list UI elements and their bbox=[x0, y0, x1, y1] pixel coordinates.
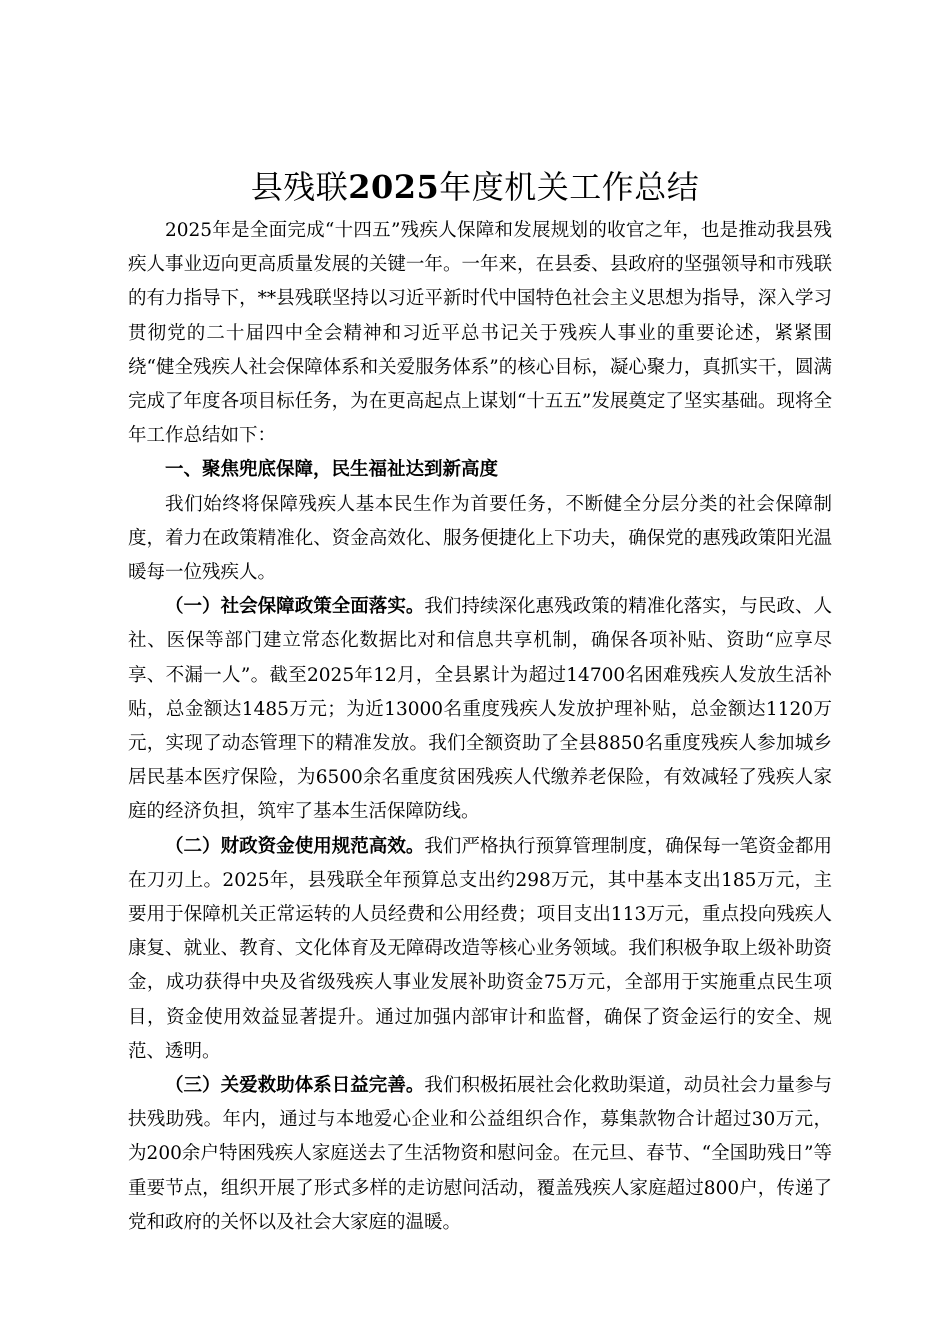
section-1-paragraph: 我们始终将保障残疾人基本民生作为首要任务，不断健全分层分类的社会保障制度，着力在政策精准化、资金高效化、服务便捷化上下功夫，确保党的惠残政策阳光温暖每一位残疾人。 bbox=[128, 493, 832, 584]
document-title bbox=[0, 163, 950, 211]
title-suffix: 年度机关工作总结 bbox=[439, 168, 700, 206]
item-1-paragraph bbox=[128, 590, 832, 829]
item-1-lead: （一）社会保障政策全面落实。 bbox=[165, 596, 425, 618]
item-3-paragraph bbox=[128, 1069, 832, 1240]
item-2-text: 我们严格执行预算管理制度，确保每一笔资金都用在刀刃上。2025年，县残联全年预算总支出约298万元，其中基本支出185万元，主要用于保障机关正常运转的人员经费和公用经费；项目支出113万元，重点投向残疾人康复、就业、教育、文化体育及无障碍改造等核心业务领域。我们积极争取上级补助资金，成功获得中央及省级残疾人事业发展补助资金75万元，全部用于实施重点民生项目，资金使用效益显著提升。通过加强内部审计和监督，确保了资金运行的安全、规范、透明。 bbox=[128, 835, 832, 1062]
title-prefix: 县残联 bbox=[250, 168, 349, 206]
intro-paragraph: 2025年是全面完成“十四五”残疾人保障和发展规划的收官之年，也是推动我县残疾人事业迈向更高质量发展的关键一年。一年来，在县委、县政府的坚强领导和市残联的有力指导下，**县残联坚持以习近平新时代中国特色社会主义思想为指导，深入学习贯彻党的二十届四中全会精神和习近平总书记关于残疾人事业的重要论述，紧紧围绕“健全残疾人社会保障体系和关爱服务体系”的核心目标，凝心聚力，真抓实干，圆满完成了年度各项目标任务，为在更高起点上谋划“十五五”发展奠定了坚实基础。现将全年工作总结如下： bbox=[128, 220, 832, 447]
item-2-paragraph bbox=[128, 830, 832, 1069]
title-year: 2025 bbox=[348, 168, 440, 206]
item-3-text: 我们积极拓展社会化救助渠道，动员社会力量参与扶残助残。年内，通过与本地爱心企业和公益组织合作，募集款物合计超过30万元，为200余户特困残疾人家庭送去了生活物资和慰问金。在元旦、春节、“全国助残日”等重要节点，组织开展了形式多样的走访慰问活动，覆盖残疾人家庭超过800户，传递了党和政府的关怀以及社会大家庭的温暖。 bbox=[128, 1075, 832, 1233]
item-3-lead: （三）关爱救助体系日益完善。 bbox=[165, 1075, 425, 1097]
item-2-lead: （二）财政资金使用规范高效。 bbox=[165, 835, 425, 857]
document-body bbox=[128, 214, 832, 1240]
item-1-text: 我们持续深化惠残政策的精准化落实，与民政、人社、医保等部门建立常态化数据比对和信息共享机制，确保各项补贴、资助“应享尽享、不漏一人”。截至2025年12月，全县累计为超过14700名困难残疾人发放生活补贴，总金额达1485万元；为近13000名重度残疾人发放护理补贴，总金额达1120万元，实现了动态管理下的精准发放。我们全额资助了全县8850名重度残疾人参加城乡居民基本医疗保险，为6500余名重度贫困残疾人代缴养老保险，有效减轻了残疾人家庭的经济负担，筑牢了基本生活保障防线。 bbox=[128, 596, 832, 823]
section-heading-1: 一、聚焦兜底保障，民生福祉达到新高度 bbox=[165, 459, 499, 481]
